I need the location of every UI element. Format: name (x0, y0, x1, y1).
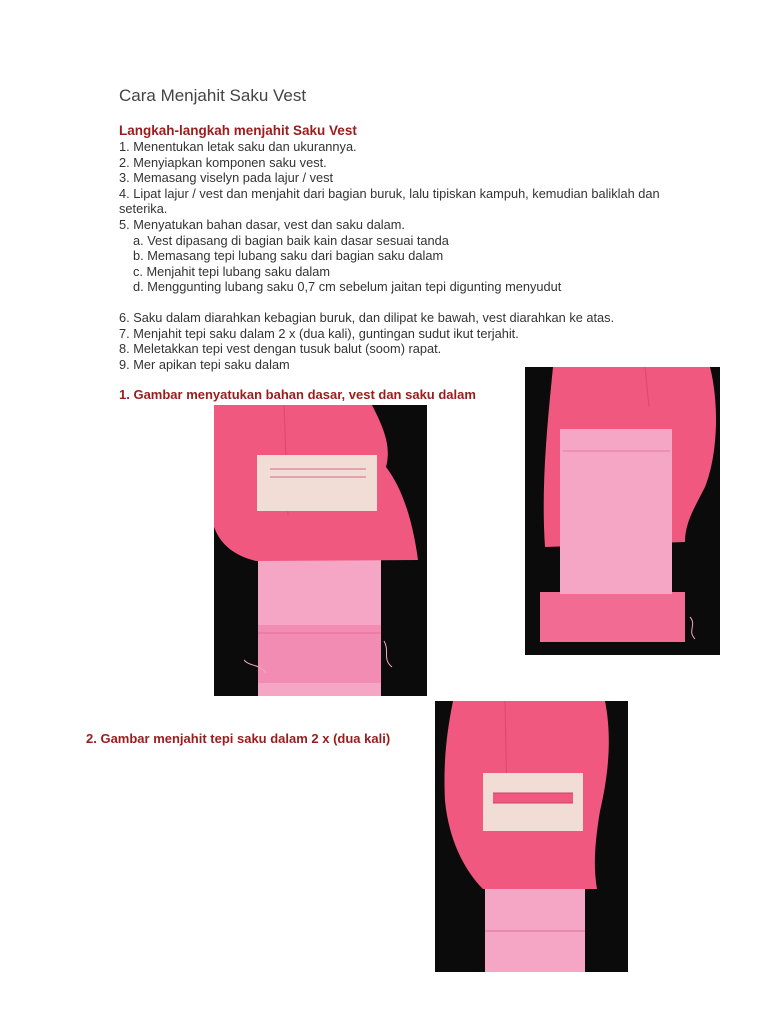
substep-item: b. Memasang tepi lubang saku dari bagian saku dalam (133, 248, 444, 264)
step-item: 1. Menentukan letak saku dan ukurannya. (119, 139, 357, 154)
substep-item: c. Menjahit tepi lubang saku dalam (133, 263, 331, 279)
step-item: 9. Mer apikan tepi saku dalam (119, 356, 290, 372)
steps-list (119, 139, 679, 372)
substep-item: d. Menggunting lubang saku 0,7 cm sebelum jaitan tepi digunting menyudut (133, 279, 562, 295)
step-item: 2. Menyiapkan komponen saku vest. (119, 154, 327, 170)
steps-heading: Langkah-langkah menjahit Saku Vest (119, 123, 357, 138)
figure2-caption: 2. Gambar menjahit tepi saku dalam 2 x (dua kali) (86, 731, 391, 746)
step-item: 5. Menyatukan bahan dasar, vest dan saku dalam. (119, 216, 405, 232)
substep-item: a. Vest dipasang di bagian baik kain dasar sesuai tanda (133, 232, 449, 248)
step-item: 3. Memasang viselyn pada lajur / vest (119, 170, 334, 186)
page-title: Cara Menjahit Saku Vest (119, 86, 307, 105)
step-item: 6. Saku dalam diarahkan kebagian buruk, dan dilipat ke bawah, vest diarahkan ke atas. (119, 309, 615, 325)
photo-sewing-step1-back (525, 367, 720, 655)
step-item: 8. Meletakkan tepi vest dengan tusuk balut (soom) rapat. (119, 341, 442, 357)
figure1-caption: 1. Gambar menyatukan bahan dasar, vest dan saku dalam (119, 387, 476, 402)
step-item: 7. Menjahit tepi saku dalam 2 x (dua kali), guntingan sudut ikut terjahit. (119, 325, 519, 341)
photo-sewing-step1-front (214, 405, 427, 696)
photo-sewing-step2 (435, 701, 628, 972)
step-item: 4. Lipat lajur / vest dan menjahit dari bagian buruk, lalu tipiskan kampuh, kemudian baliklah dan seterika. (119, 185, 660, 217)
